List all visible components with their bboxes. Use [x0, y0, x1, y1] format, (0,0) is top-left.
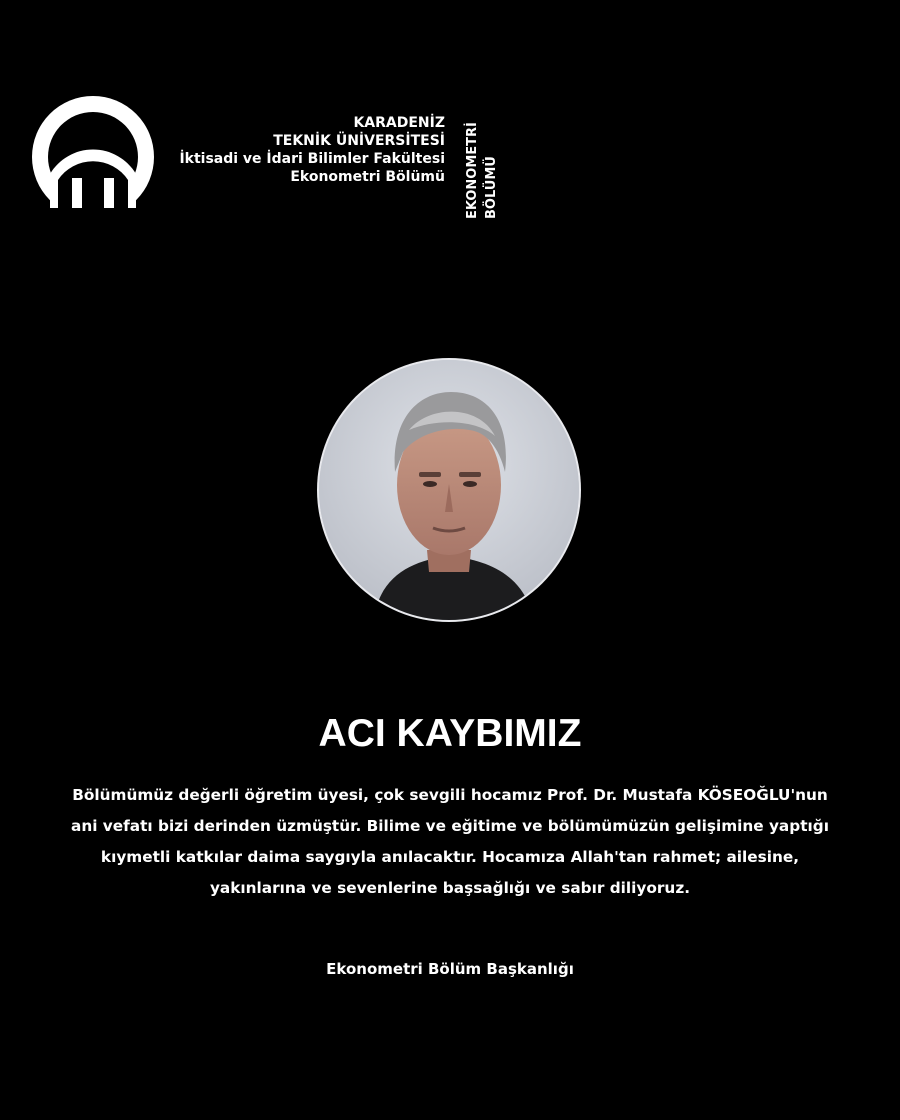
signature: Ekonometri Bölüm Başkanlığı — [326, 960, 574, 978]
headline: ACI KAYBIMIZ — [318, 712, 582, 755]
vertical-label-line2: BÖLÜMÜ — [484, 156, 499, 219]
message-line: Bölümümüz değerli öğretim üyesi, çok sevgili hocamız Prof. Dr. Mustafa KÖSEOĞLU'nun — [72, 786, 828, 804]
university-name-line2: TEKNİK ÜNİVERSİTESİ — [273, 133, 445, 149]
condolence-message — [20, 780, 880, 904]
department-name: Ekonometri Bölümü — [290, 169, 445, 185]
vertical-department-label — [463, 103, 507, 219]
message-line: kıymetli katkılar daima saygıyla anılacaktır. Hocamıza Allah'tan rahmet; ailesine, — [100, 848, 800, 866]
faculty-name: İktisadi ve İdari Bilimler Fakültesi — [179, 151, 445, 167]
message-line: ani vefatı bizi derinden üzmüştür. Bilime ve eğitime ve bölümümüzün gelişimine yaptığı — [71, 817, 829, 835]
vertical-label-line1: EKONOMETRİ — [465, 122, 480, 219]
portrait-photo — [319, 360, 579, 620]
ktu-logo-icon — [32, 96, 154, 218]
university-text-block — [179, 114, 445, 186]
message-line: yakınlarına ve sevenlerine başsağlığı ve sabır diliyoruz. — [209, 879, 691, 897]
university-name-line1: KARADENİZ — [353, 115, 445, 131]
